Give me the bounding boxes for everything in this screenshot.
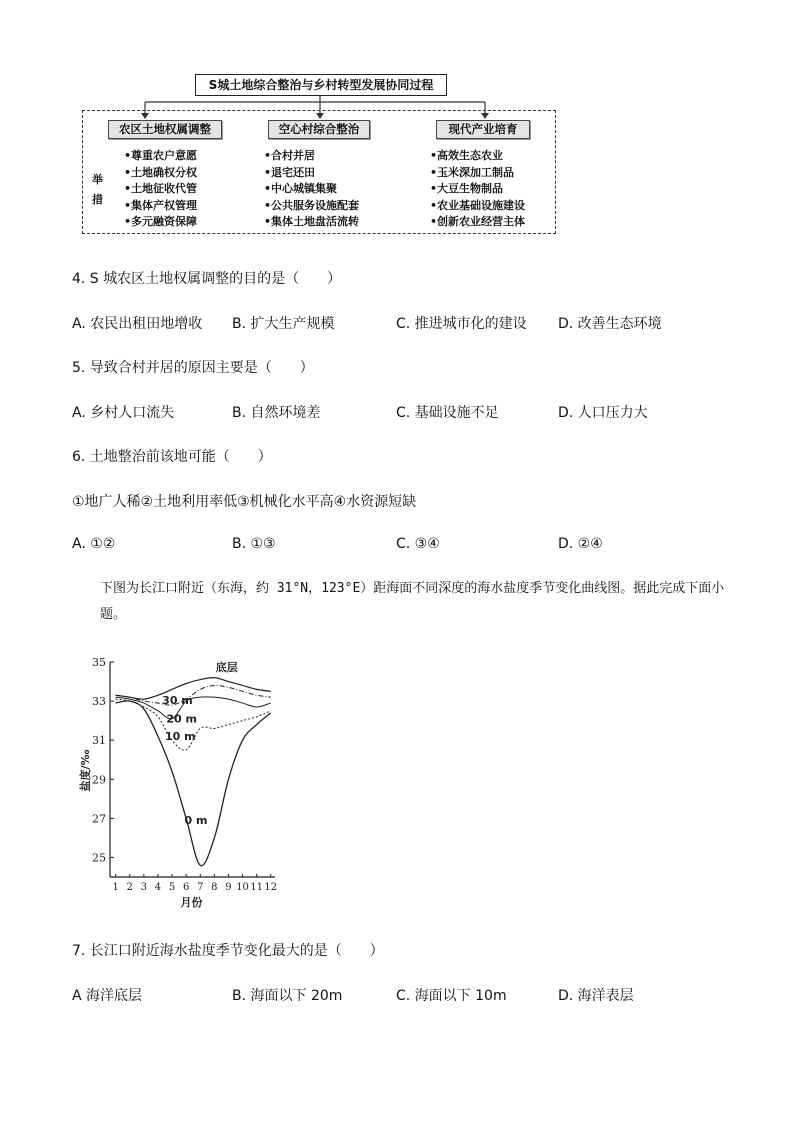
- x-tick-label: 3: [140, 882, 148, 893]
- header-land-rights: 农区土地权属调整: [108, 120, 222, 139]
- question-5-stem: 5. 导致合村并居的原因主要是（ ）: [72, 360, 314, 376]
- x-tick-label: 10: [236, 882, 249, 893]
- list-item: •集体产权管理: [124, 198, 198, 212]
- series-label: 0 m: [184, 814, 208, 828]
- list-item: •集体土地盘活流转: [264, 215, 360, 228]
- option-5c[interactable]: C. 基础设施不足: [396, 405, 499, 421]
- option-4a[interactable]: A. 农民出租田地增收: [72, 316, 203, 332]
- list-item: •土地征收代管: [124, 182, 198, 195]
- list-item: •尊重农户意愿: [124, 149, 198, 162]
- list-item: •多元融资保障: [124, 215, 198, 228]
- list-item: •玉米深加工制品: [430, 165, 515, 179]
- list-item: •中心城镇集聚: [264, 182, 338, 195]
- y-tick-label: 29: [92, 773, 106, 787]
- option-7a[interactable]: A 海洋底层: [72, 988, 143, 1004]
- process-diagram: [80, 70, 560, 240]
- option-7d[interactable]: D. 海洋表层: [558, 988, 634, 1004]
- list-item: •公共服务设施配套: [264, 198, 360, 212]
- list-item: •合村并居: [264, 149, 316, 162]
- list-item: •大豆生物制品: [430, 182, 504, 195]
- option-7b[interactable]: B. 海面以下 20m: [232, 988, 343, 1004]
- option-6d[interactable]: D. ②④: [558, 536, 603, 552]
- option-5b[interactable]: B. 自然环境差: [232, 405, 321, 421]
- x-tick-label: 1: [112, 882, 119, 893]
- x-tick-label: 6: [182, 882, 190, 893]
- series-label: 10 m: [165, 730, 196, 744]
- option-4b[interactable]: B. 扩大生产规模: [232, 316, 335, 332]
- list-item: •创新农业经营主体: [430, 215, 526, 228]
- option-5d[interactable]: D. 人口压力大: [558, 405, 648, 421]
- option-7c[interactable]: C. 海面以下 10m: [396, 988, 507, 1004]
- list-item: •高效生态农业: [430, 149, 504, 162]
- header-hollow-village: 空心村综合整治: [268, 120, 370, 139]
- chart-intro: 下图为长江口附近（东海，约 31°N，123°E）距海面不同深度的海水盐度季节变化曲线图。据此完成下面小题。: [100, 581, 725, 622]
- series-line-30m: [116, 685, 271, 708]
- column-land-rights: [124, 148, 197, 231]
- salinity-chart: [75, 652, 285, 917]
- column-modern-industry: [430, 148, 525, 231]
- question-6-stem: 6. 土地整治前该地可能（ ）: [72, 449, 272, 465]
- column-hollow-village: [264, 148, 359, 231]
- option-4d[interactable]: D. 改善生态环境: [558, 316, 662, 332]
- x-tick-label: 7: [197, 882, 204, 893]
- list-item: •土地确权分权: [124, 165, 198, 179]
- list-item: •退宅还田: [264, 165, 316, 179]
- series-line-0m: [116, 701, 271, 866]
- x-tick-label: 9: [225, 882, 232, 893]
- question-4-stem: 4. S 城农区土地权属调整的目的是（ ）: [72, 271, 342, 287]
- option-6a[interactable]: A. ①②: [72, 536, 116, 552]
- option-5a[interactable]: A. 乡村人口流失: [72, 405, 175, 421]
- x-tick-label: 8: [211, 882, 218, 893]
- x-tick-label: 5: [168, 882, 176, 893]
- x-tick-label: 12: [264, 882, 278, 893]
- x-tick-label: 11: [250, 882, 264, 893]
- series-label: 30 m: [162, 694, 193, 708]
- y-tick-label: 33: [92, 695, 106, 709]
- option-6c[interactable]: C. ③④: [396, 536, 440, 552]
- y-tick-label: 35: [92, 656, 106, 669]
- question-7-stem: 7. 长江口附近海水盐度季节变化最大的是（ ）: [72, 943, 384, 959]
- series-label: 底层: [215, 660, 238, 674]
- series-line-底层: [116, 678, 271, 700]
- x-tick-label: 4: [154, 882, 162, 893]
- y-axis-label: 盐度/‰: [79, 749, 92, 792]
- y-tick-label: 25: [92, 851, 106, 865]
- y-tick-label: 27: [92, 812, 106, 826]
- x-axis-label: 月份: [180, 896, 203, 909]
- option-4c[interactable]: C. 推进城市化的建设: [396, 316, 527, 332]
- list-item: •农业基础设施建设: [430, 198, 526, 212]
- series-label: 20 m: [166, 712, 198, 726]
- x-tick-label: 2: [126, 882, 133, 893]
- question-6-statements: ①地广人稀②土地利用率低③机械化水平高④水资源短缺: [72, 494, 417, 510]
- side-label: 举措: [92, 173, 103, 206]
- diagram-title: S城土地综合整治与乡村转型发展协同过程: [195, 74, 447, 96]
- y-tick-label: 31: [92, 734, 106, 748]
- header-modern-industry: 现代产业培育: [436, 120, 530, 139]
- option-6b[interactable]: B. ①③: [232, 536, 276, 552]
